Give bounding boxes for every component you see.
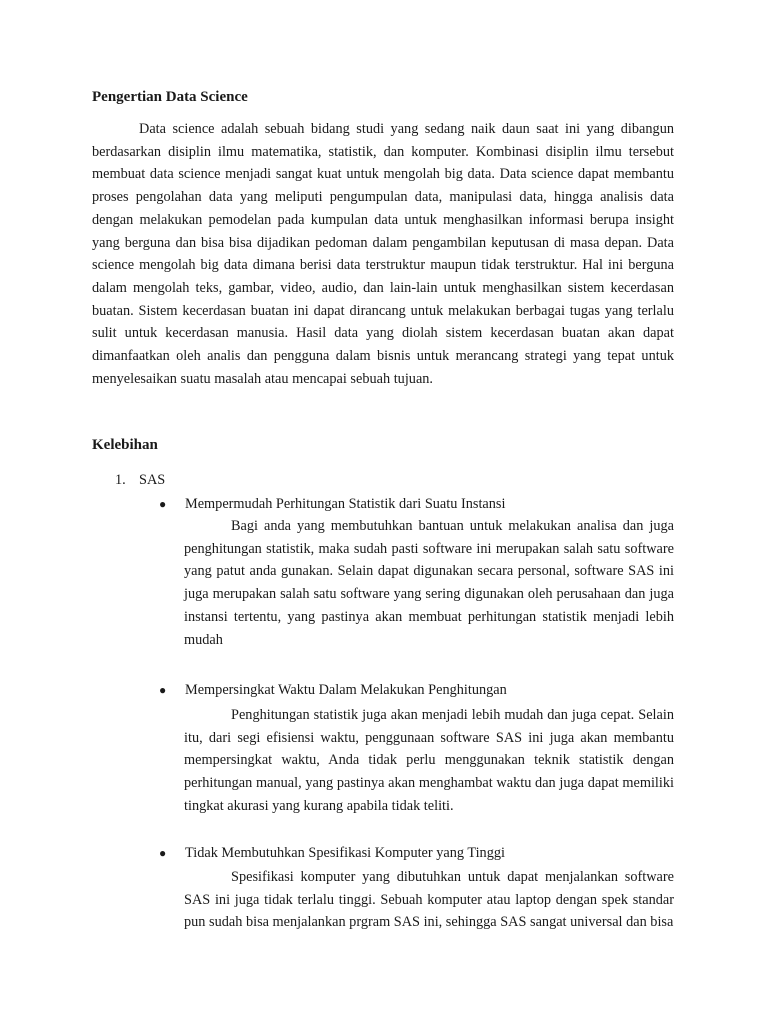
intro-paragraph: Data science adalah sebuah bidang studi yang sedang naik daun saat ini yang dibangun berdasarkan disiplin ilmu matematika, statistik, dan komputer. Kombinasi disiplin ilmu tersebut membuat data science menjadi sangat kuat untuk mengolah big data. Data science dapat membantu proses pengolahan data yang meliputi pengumpulan data, manipulasi data, hingga analisis data dengan melakukan pemodelan pada kumpulan data untuk menghasilkan informasi berupa insight yang berguna dan bisa bisa dijadikan pedoman dalam pengambilan keputusan di masa depan. Data science mengolah big data dimana berisi data terstruktur maupun tidak terstruktur. Hal ini berguna dalam mengolah teks, gambar, video, audio, dan lain-lain untuk menghasilkan sistem kecerdasan buatan. Sistem kecerdasan buatan ini dapat dirancang untuk melakukan berbagai tugas yang terlalu sulit untuk kecerdasan manusia. Hasil data yang diolah sistem kecerdasan buatan akan dapat dimanfaatkan oleh analis dan pengguna dalam bisnis untuk merancang strategi yang tepat untuk menyelesaikan suatu masalah atau mencapai sebuah tujuan.: [92, 121, 674, 387]
bullet-title: Tidak Membutuhkan Spesifikasi Komputer yang Tinggi: [185, 845, 505, 861]
bullet-title: Mempersingkat Waktu Dalam Melakukan Penghitungan: [185, 682, 507, 698]
list-number: 1.: [115, 472, 126, 488]
numbered-item-sas: [115, 469, 165, 491]
bullet-item-3: [159, 842, 505, 864]
bullet-body-2: Penghitungan statistik juga akan menjadi lebih mudah dan juga cepat. Selain itu, dari segi efisiensi waktu, penggunaan software SAS ini juga akan membantu mempersingkat waktu, Anda tidak perlu menggunakan teknik statistik dengan perhitungan manual, yang pastinya akan menghambat waktu dan juga dapat memiliki tingkat akurasi yang kurang apabila tidak teliti.: [184, 707, 674, 814]
bullet-body-3: Spesifikasi komputer yang dibutuhkan untuk dapat menjalankan software SAS ini juga tidak terlalu tinggi. Sebuah komputer atau laptop dengan spek standar pun sudah bisa menjalankan prgram SAS ini, sehingga SAS sangat universal dan bisa: [184, 869, 674, 931]
list-item-label: SAS: [139, 472, 166, 488]
bullet-title: Mempermudah Perhitungan Statistik dari Suatu Instansi: [185, 496, 506, 512]
bullet-dot-icon: ●: [159, 497, 167, 511]
page-title: Pengertian Data Science: [92, 89, 248, 105]
bullet-body-1: Bagi anda yang membutuhkan bantuan untuk melakukan analisa dan juga penghitungan statistik, maka sudah pasti software ini merupakan salah satu software yang patut anda gunakan. Selain dapat digunakan secara personal, software SAS ini juga merupakan salah satu software yang sering digunakan oleh perusahaan dan juga instansi tertentu, yang pastinya akan membuat perhitungan statistik menjadi lebih mudah: [184, 518, 674, 648]
bullet-dot-icon: ●: [159, 683, 167, 697]
bullet-item-2: [159, 679, 507, 701]
section-heading-kelebihan: Kelebihan: [92, 437, 158, 453]
bullet-dot-icon: ●: [159, 846, 167, 860]
bullet-item-1: [159, 493, 505, 515]
